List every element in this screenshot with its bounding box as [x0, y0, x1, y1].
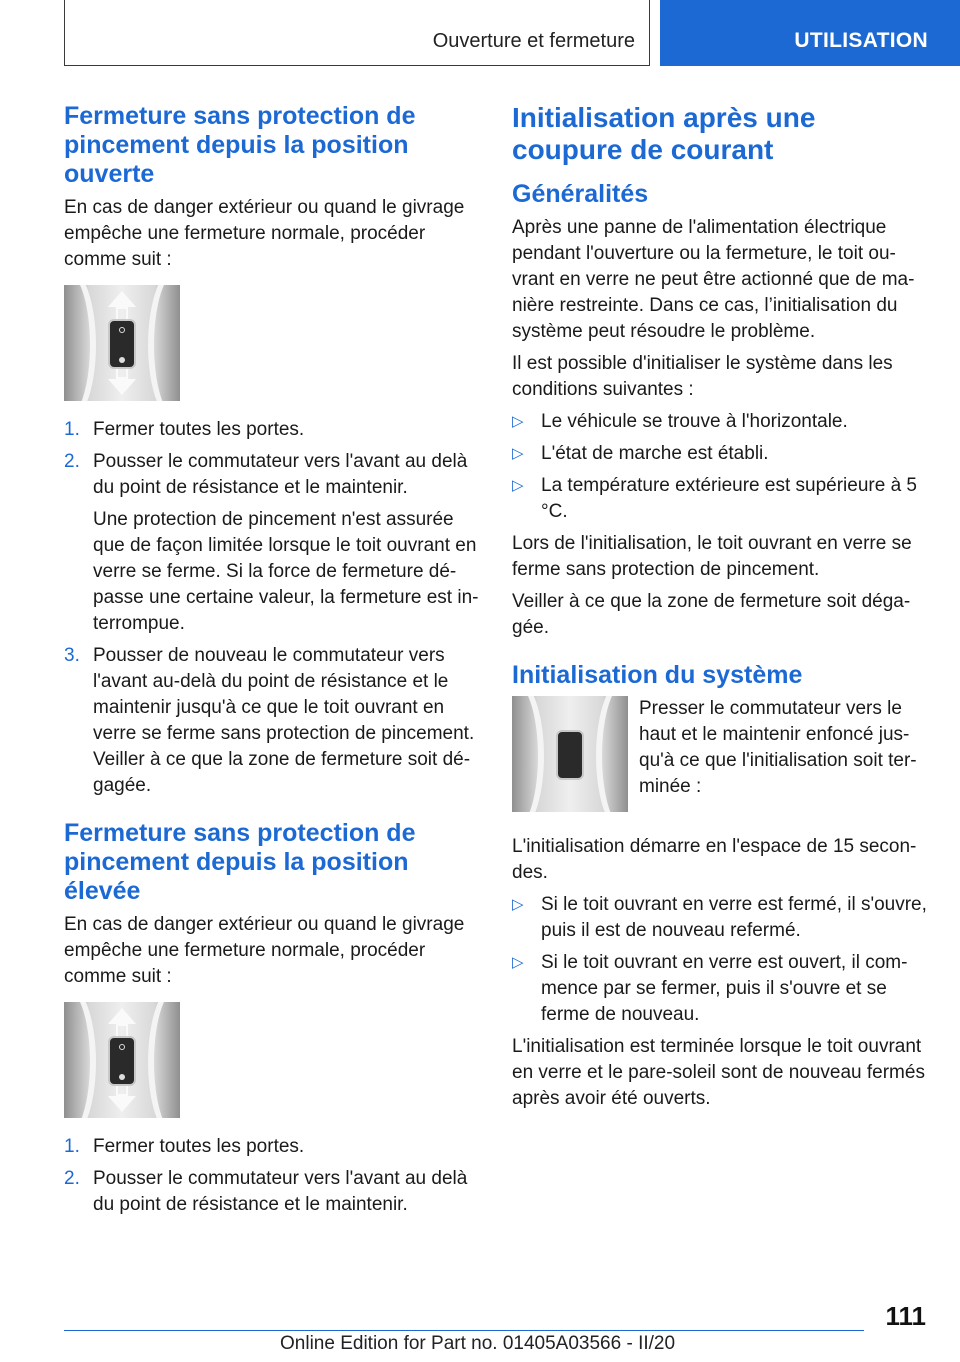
- section-intro: En cas de danger extérieur ou quand le givrage empêche une fermeture normale, procéder comme suit :: [64, 197, 465, 270]
- right-column: [512, 102, 928, 1118]
- left-column: [64, 102, 480, 1224]
- triangle-bullet-icon: ▷: [512, 445, 524, 462]
- init-instruction: [512, 696, 928, 824]
- paragraph: Lors de l'initialisation, le toit ouvrant en verre se ferme sans protection de pincement.: [512, 533, 912, 580]
- paragraph: Après une panne de l'alimentation électrique pendant l'ouverture ou la fermeture, le toit ou-vrant en verre ne peut être actionné que de ma-nière restreinte. Dans ce cas, l’initialisation du système peut résoudre le problème.: [512, 217, 915, 342]
- conditions-list: [512, 409, 928, 525]
- init-instruction-text: Presser le commutateur vers le haut et le maintenir enfoncé jus-qu'à ce que l'initialisation soit ter-minée :: [639, 698, 917, 797]
- list-item: ▷ Si le toit ouvrant en verre est fermé, il s'ouvre, puis il est de nouveau refermé.: [512, 894, 927, 941]
- section-heading-init: Initialisation du système: [512, 661, 803, 689]
- init-results-list: [512, 892, 928, 1028]
- arrow-up-icon: [108, 1008, 136, 1024]
- page-title: Initialisation après une coupure de courant: [512, 102, 816, 165]
- switch-illustration: [64, 285, 180, 401]
- triangle-bullet-icon: ▷: [512, 477, 524, 494]
- switch-icon: [556, 730, 584, 780]
- step-note: Une protection de pincement n'est assurée que de façon limitée lorsque le toit ouvrant en verre se ferme. Si la force de fermeture dé-passe une certaine valeur, la fermeture est in-terrompue.: [93, 509, 479, 634]
- switch-illustration: [512, 696, 628, 812]
- section-heading-general: Généralités: [512, 180, 649, 208]
- list-item: ▷ La température extérieure est supérieure à 5 °C.: [512, 475, 917, 522]
- arrow-down-icon: [108, 1096, 136, 1112]
- paragraph: L'initialisation démarre en l'espace de 15 secon-des.: [512, 836, 917, 883]
- list-item: 2. Pousser le commutateur vers l'avant au delà du point de résistance et le maintenir.: [64, 1168, 468, 1215]
- triangle-bullet-icon: ▷: [512, 413, 524, 430]
- footer-edition: Online Edition for Part no. 01405A03566 - II/20: [280, 1333, 676, 1354]
- triangle-bullet-icon: ▷: [512, 954, 524, 971]
- header-section-title: Ouverture et fermeture: [432, 30, 635, 52]
- list-item: 3. Pousser de nouveau le commutateur vers l'avant au-delà du point de résistance et le maintenir jusqu'à ce que le toit ouvrant en verre se ferme sans protection de pincement. Veiller à ce que la zone de fermeture soit dé-gagée.: [64, 645, 475, 796]
- footer-divider: [64, 1330, 864, 1331]
- steps-list: [64, 1134, 480, 1218]
- steps-list: [64, 417, 480, 799]
- section-intro: En cas de danger extérieur ou quand le givrage empêche une fermeture normale, procéder comme suit :: [64, 914, 465, 987]
- switch-illustration: [64, 1002, 180, 1118]
- section-heading-raised: Fermeture sans protection de pincement depuis la position élevée: [64, 819, 416, 905]
- list-item: ▷ Le véhicule se trouve à l'horizontale.: [512, 409, 928, 435]
- header-section-box: [64, 0, 650, 66]
- paragraph: Veiller à ce que la zone de fermeture soit déga-gée.: [512, 591, 911, 638]
- list-item: 1. Fermer toutes les portes.: [64, 1136, 305, 1157]
- list-item: ▷ L'état de marche est établi.: [512, 441, 928, 467]
- page-number: 111: [885, 1301, 926, 1331]
- list-item: 1. Fermer toutes les portes.: [64, 419, 305, 440]
- arrow-up-icon: [108, 291, 136, 307]
- arrow-down-icon: [108, 379, 136, 395]
- header-chapter-tab: [660, 0, 960, 66]
- triangle-bullet-icon: ▷: [512, 896, 524, 913]
- section-heading-open: Fermeture sans protection de pincement depuis la position ouverte: [64, 102, 416, 188]
- list-item: ▷ Si le toit ouvrant en verre est ouvert, il com-mence par se fermer, puis il s'ouvre et se ferme de nouveau.: [512, 952, 908, 1025]
- paragraph: Il est possible d'initialiser le système dans les conditions suivantes :: [512, 353, 893, 400]
- header-chapter-title: UTILISATION: [794, 29, 928, 52]
- list-item: 2. Pousser le commutateur vers l'avant au delà du point de résistance et le maintenir. Une protection de pincement n'est assurée que de façon limitée lorsque le toit ouvrant en verre se ferme. Si la force de fermeture dé-passe une certaine valeur, la fermeture est in-terrompue.: [64, 449, 480, 637]
- paragraph: L'initialisation est terminée lorsque le toit ouvrant en verre et le pare-soleil sont de nouveau fermés après avoir été ouverts.: [512, 1036, 925, 1109]
